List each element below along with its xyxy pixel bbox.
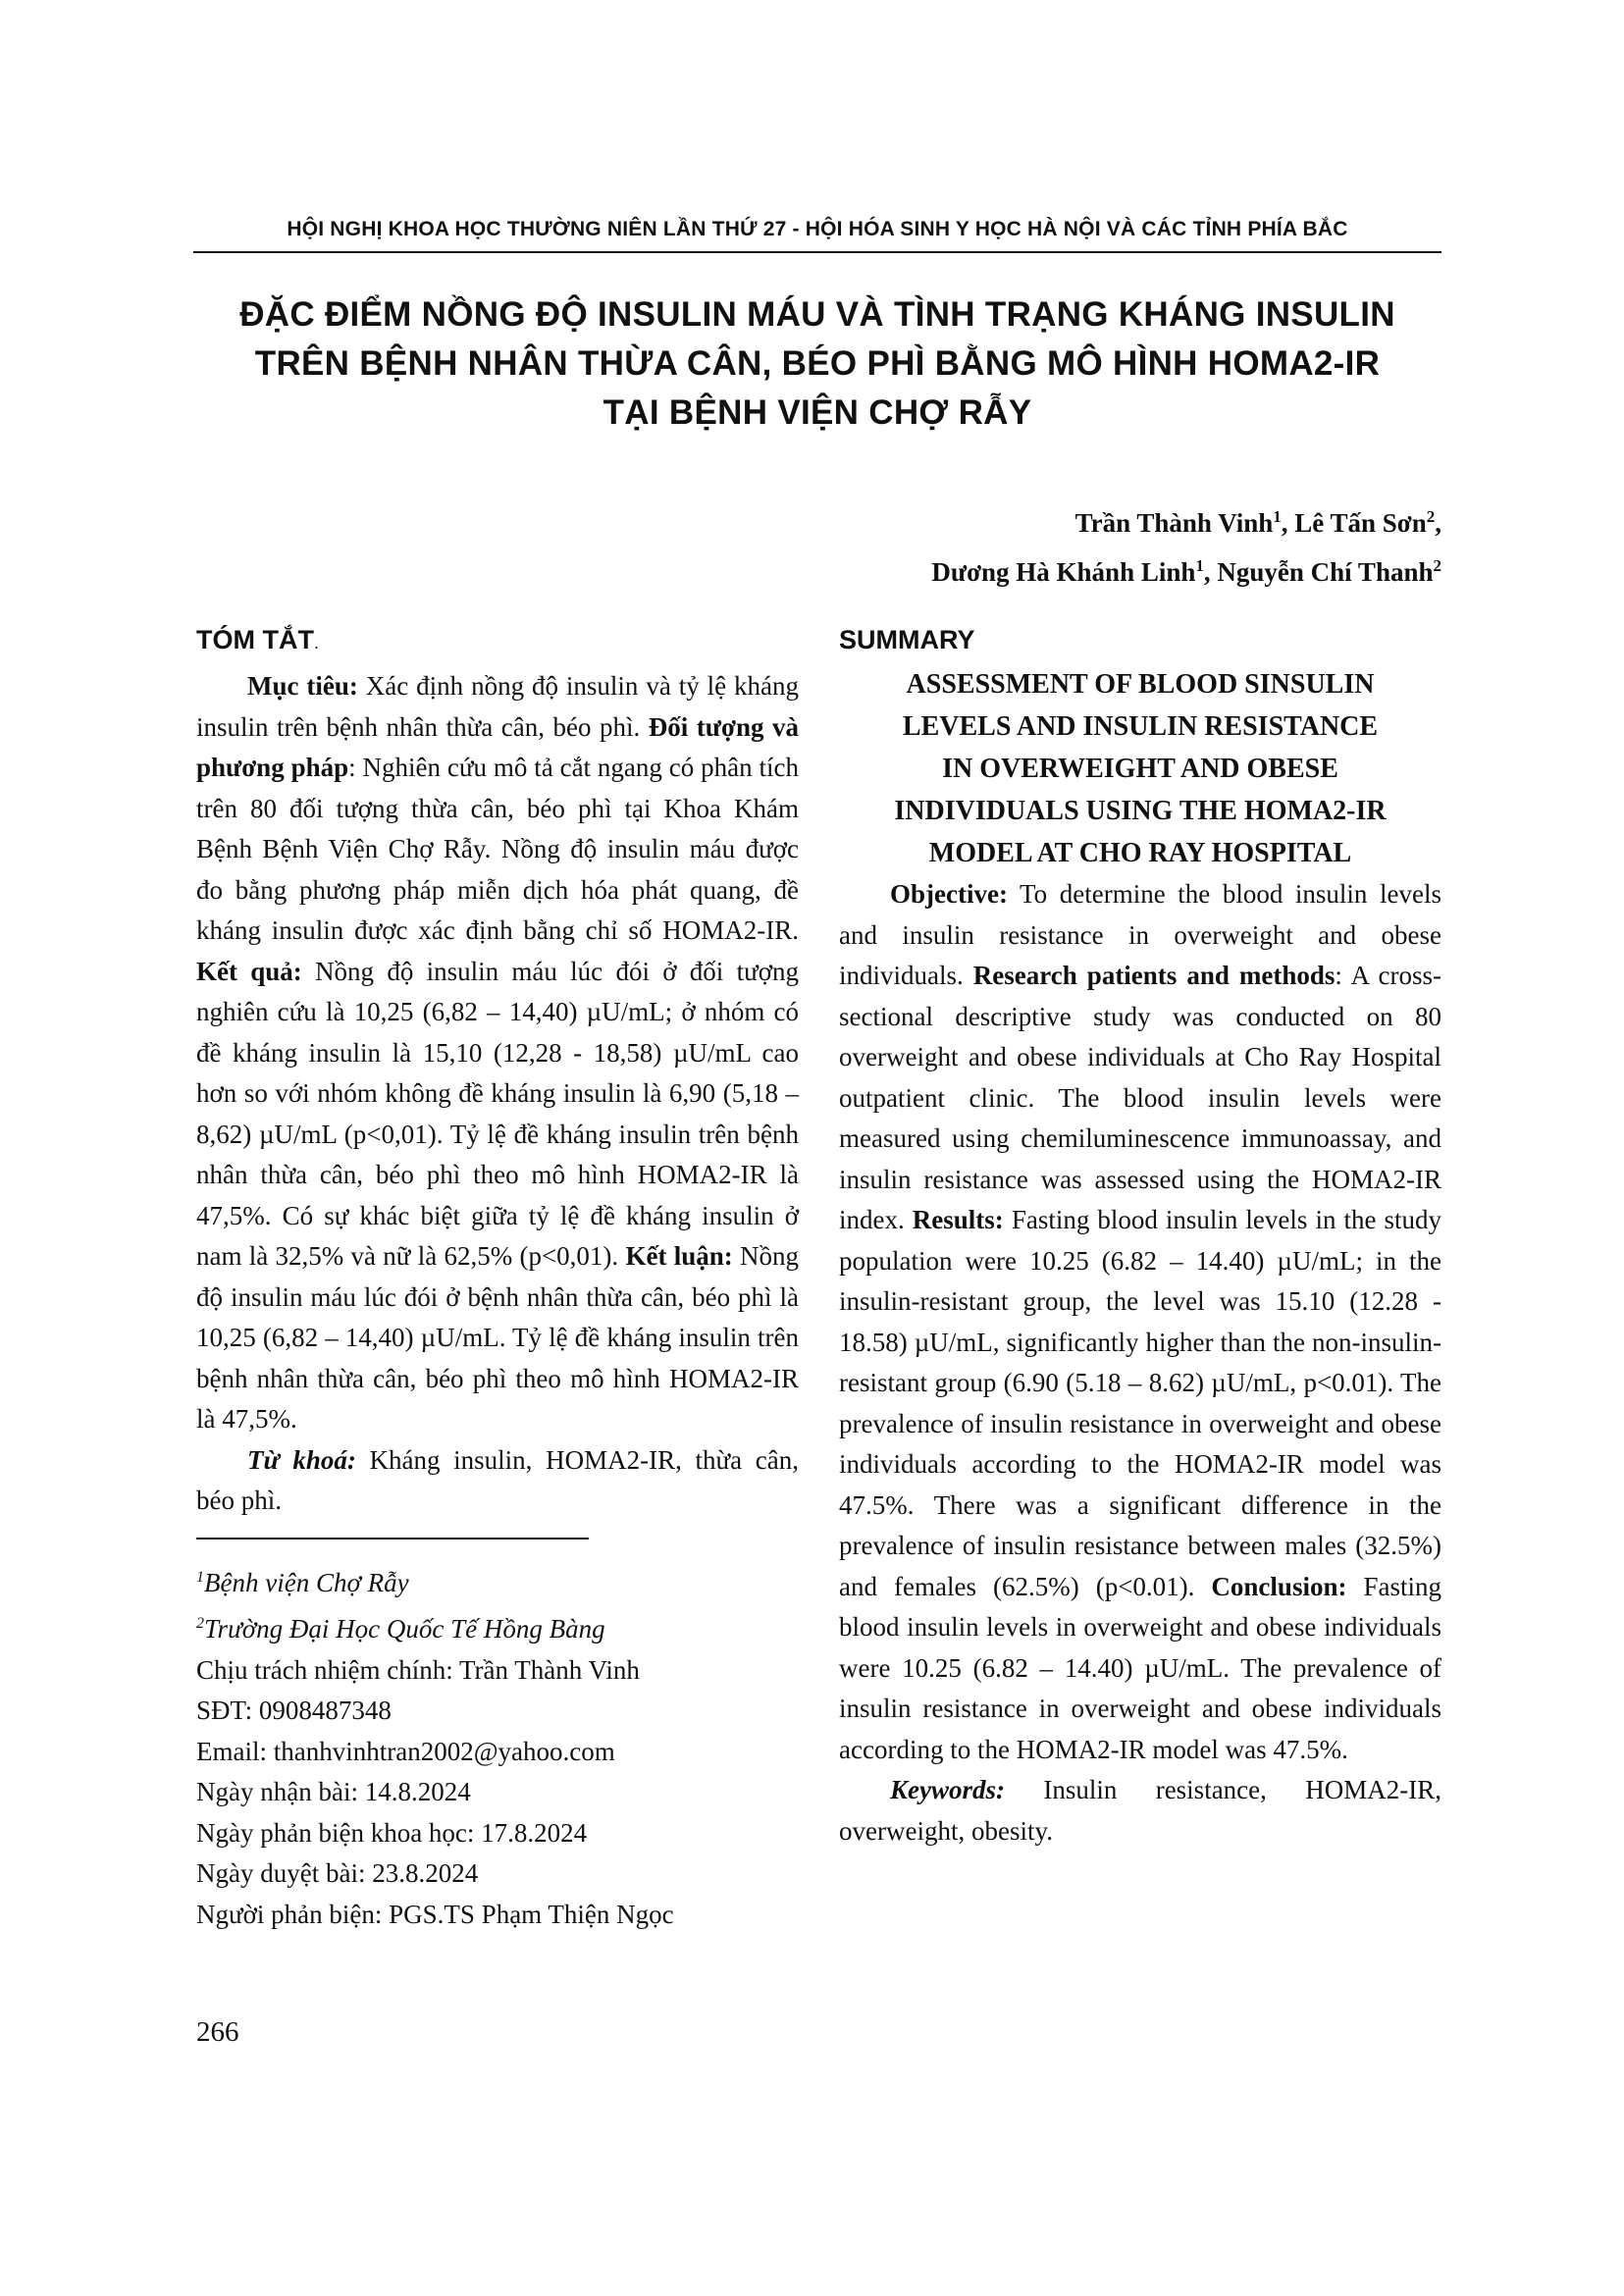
author-affiliation: 2 <box>1426 507 1436 526</box>
label-methods-vi: Đối tượng và phương pháp <box>196 711 800 782</box>
page-number: 266 <box>196 2016 239 2048</box>
title-line-1: ĐẶC ĐIỂM NỒNG ĐỘ INSULIN MÁU VÀ TÌNH TRẠNG KHÁNG INSULIN <box>239 295 1395 334</box>
keywords-en: Keywords: Insulin resistance, HOMA2-IR, overweight, obesity. <box>839 1775 1441 1846</box>
title-line-3: TẠI BỆNH VIỆN CHỢ RẪY <box>602 393 1032 432</box>
label-methods-en: Research patients and methods <box>972 961 1336 990</box>
footnote-reviewer: Người phản biện: PGS.TS Phạm Thiện Ngọc <box>196 1899 674 1929</box>
label-objective-vi: Mục tiêu: <box>247 671 358 701</box>
label-results-en: Results: <box>912 1205 1004 1234</box>
footnotes <box>196 1557 799 1936</box>
abstract-heading-vi: TÓM TẮT. <box>196 625 319 654</box>
footnote-email: Email: thanhvinhtran2002@yahoo.com <box>196 1736 615 1766</box>
label-objective-en: Objective: <box>890 879 1008 909</box>
author-name: Trần Thành Vinh <box>1074 508 1274 538</box>
author-line-2: Dương Hà Khánh Linh$^1$, Nguyễn Chí Thanh$^2$ <box>931 556 1441 587</box>
footnote-divider <box>196 1538 589 1539</box>
author-name: Lê Tấn Sơn <box>1294 508 1427 538</box>
label-results-vi: Kết quả: <box>196 956 302 986</box>
label-conclusion-en: Conclusion: <box>1211 1571 1347 1601</box>
title-line-2: TRÊN BỆNH NHÂN THỪA CÂN, BÉO PHÌ BẰNG MÔ HÌNH HOMA2-IR <box>254 344 1381 383</box>
english-title: ASSESSMENT OF BLOOD SINSULIN LEVELS AND INSULIN RESISTANCE IN OVERWEIGHT AND OBESE INDIVIDUALS USING THE HOMA2-IR MODEL AT CHO RAY HOSPITAL <box>894 669 1387 868</box>
label-keywords-vi: Từ khoá: <box>247 1444 356 1475</box>
author-affiliation: 2 <box>1433 556 1441 575</box>
author-name: Nguyễn Chí Thanh <box>1217 557 1434 587</box>
summary-body-en: Objective: To determine the blood insulin levels and insulin resistance in overweight and obese individuals. Research patients and methods: A cross-sectional descriptive study was conducted on 80 overweight and obese individuals at Cho Ray Hospital outpatient clinic. The blood insulin levels were measured using chemiluminescence immunoassay, and insulin resistance was assessed using the HOMA2-IR index. Results: Fasting blood insulin levels in the study population were 10.25 (6.82 – 14.40) µU/mL; in the insulin-resistant group, the level was 15.10 (12.28 - 18.58) µU/mL, significantly higher than the non-insulin-resistant group (6.90 (5.18 – 8.62) µU/mL, p<0.01). The prevalence of insulin resistance in overweight and obese individuals according to the HOMA2-IR model was 47.5%. There was a significant difference in the prevalence of insulin resistance between males (32.5%) and females (62.5%) (p<0.01). Conclusion: Fasting blood insulin levels in overweight and obese individuals were 10.25 (6.82 – 14.40) µU/mL. The prevalence of insulin resistance in overweight and obese individuals according to the HOMA2-IR model was 47.5%. <box>839 879 1441 1764</box>
vietnamese-abstract-column <box>196 618 799 1935</box>
author-affiliation: 1 <box>1195 556 1204 575</box>
summary-heading: SUMMARY <box>839 625 975 654</box>
article-title <box>193 290 1441 438</box>
header-divider <box>193 251 1441 253</box>
keywords-vi: Từ khoá: Kháng insulin, HOMA2-IR, thừa cân, béo phì. <box>196 1444 799 1515</box>
footnote-corresponding-author: Chịu trách nhiệm chính: Trần Thành Vinh <box>196 1654 640 1685</box>
footnote-affiliation-1: $^1$Bệnh viện Chợ Rẫy <box>196 1567 409 1597</box>
abstract-body-vi: Mục tiêu: Xác định nồng độ insulin và tỷ lệ kháng insulin trên bệnh nhân thừa cân, béo phì. Đối tượng và phương pháp: Nghiên cứu mô tả cắt ngang có phân tích trên 80 đối tượng thừa cân, béo phì tại Khoa Khám Bệnh Bệnh Viện Chợ Rẫy. Nồng độ insulin máu được đo bằng phương pháp miễn dịch hóa phát quang, đề kháng insulin được xác định bằng chỉ số HOMA2-IR. Kết quả: Nồng độ insulin máu lúc đói ở đối tượng nghiên cứu là 10,25 (6,82 – 14,40) µU/mL; ở nhóm có đề kháng insulin là 15,10 (12,28 - 18,58) µU/mL cao hơn so với nhóm không đề kháng insulin là 6,90 (5,18 – 8,62) µU/mL (p<0,01). Tỷ lệ đề kháng insulin trên bệnh nhân thừa cân, béo phì theo mô hình HOMA2-IR là 47,5%. Có sự khác biệt giữa tỷ lệ đề kháng insulin ở nam là 32,5% và nữ là 62,5% (p<0,01). Kết luận: Nồng độ insulin máu lúc đói ở bệnh nhân thừa cân, béo phì là 10,25 (6,82 – 14,40) µU/mL. Tỷ lệ đề kháng insulin trên bệnh nhân thừa cân, béo phì theo mô hình HOMA2-IR là 47,5%. <box>196 671 800 1434</box>
footnote-received-date: Ngày nhận bài: 14.8.2024 <box>196 1777 471 1806</box>
footnote-phone: SĐT: 0908487348 <box>196 1696 392 1725</box>
author-list <box>931 496 1441 594</box>
running-header: HỘI NGHỊ KHOA HỌC THƯỜNG NIÊN LẦN THỨ 27 - HỘI HÓA SINH Y HỌC HÀ NỘI VÀ CÁC TỈNH PHÍA BẮC <box>287 218 1348 240</box>
author-affiliation: 1 <box>1273 507 1282 526</box>
label-conclusion-vi: Kết luận: <box>625 1241 733 1271</box>
footnote-review-date: Ngày phản biện khoa học: 17.8.2024 <box>196 1817 588 1848</box>
label-keywords-en: Keywords: <box>890 1775 1005 1804</box>
english-summary-column <box>839 618 1441 1852</box>
author-name: Dương Hà Khánh Linh <box>931 557 1196 587</box>
footnote-affiliation-2: $^2$Trường Đại Học Quốc Tế Hồng Bàng <box>196 1614 605 1644</box>
footnote-accepted-date: Ngày duyệt bài: 23.8.2024 <box>196 1858 479 1888</box>
author-line-1: Trần Thành Vinh$^1$, Lê Tấn Sơn$^2$, <box>1074 507 1441 538</box>
